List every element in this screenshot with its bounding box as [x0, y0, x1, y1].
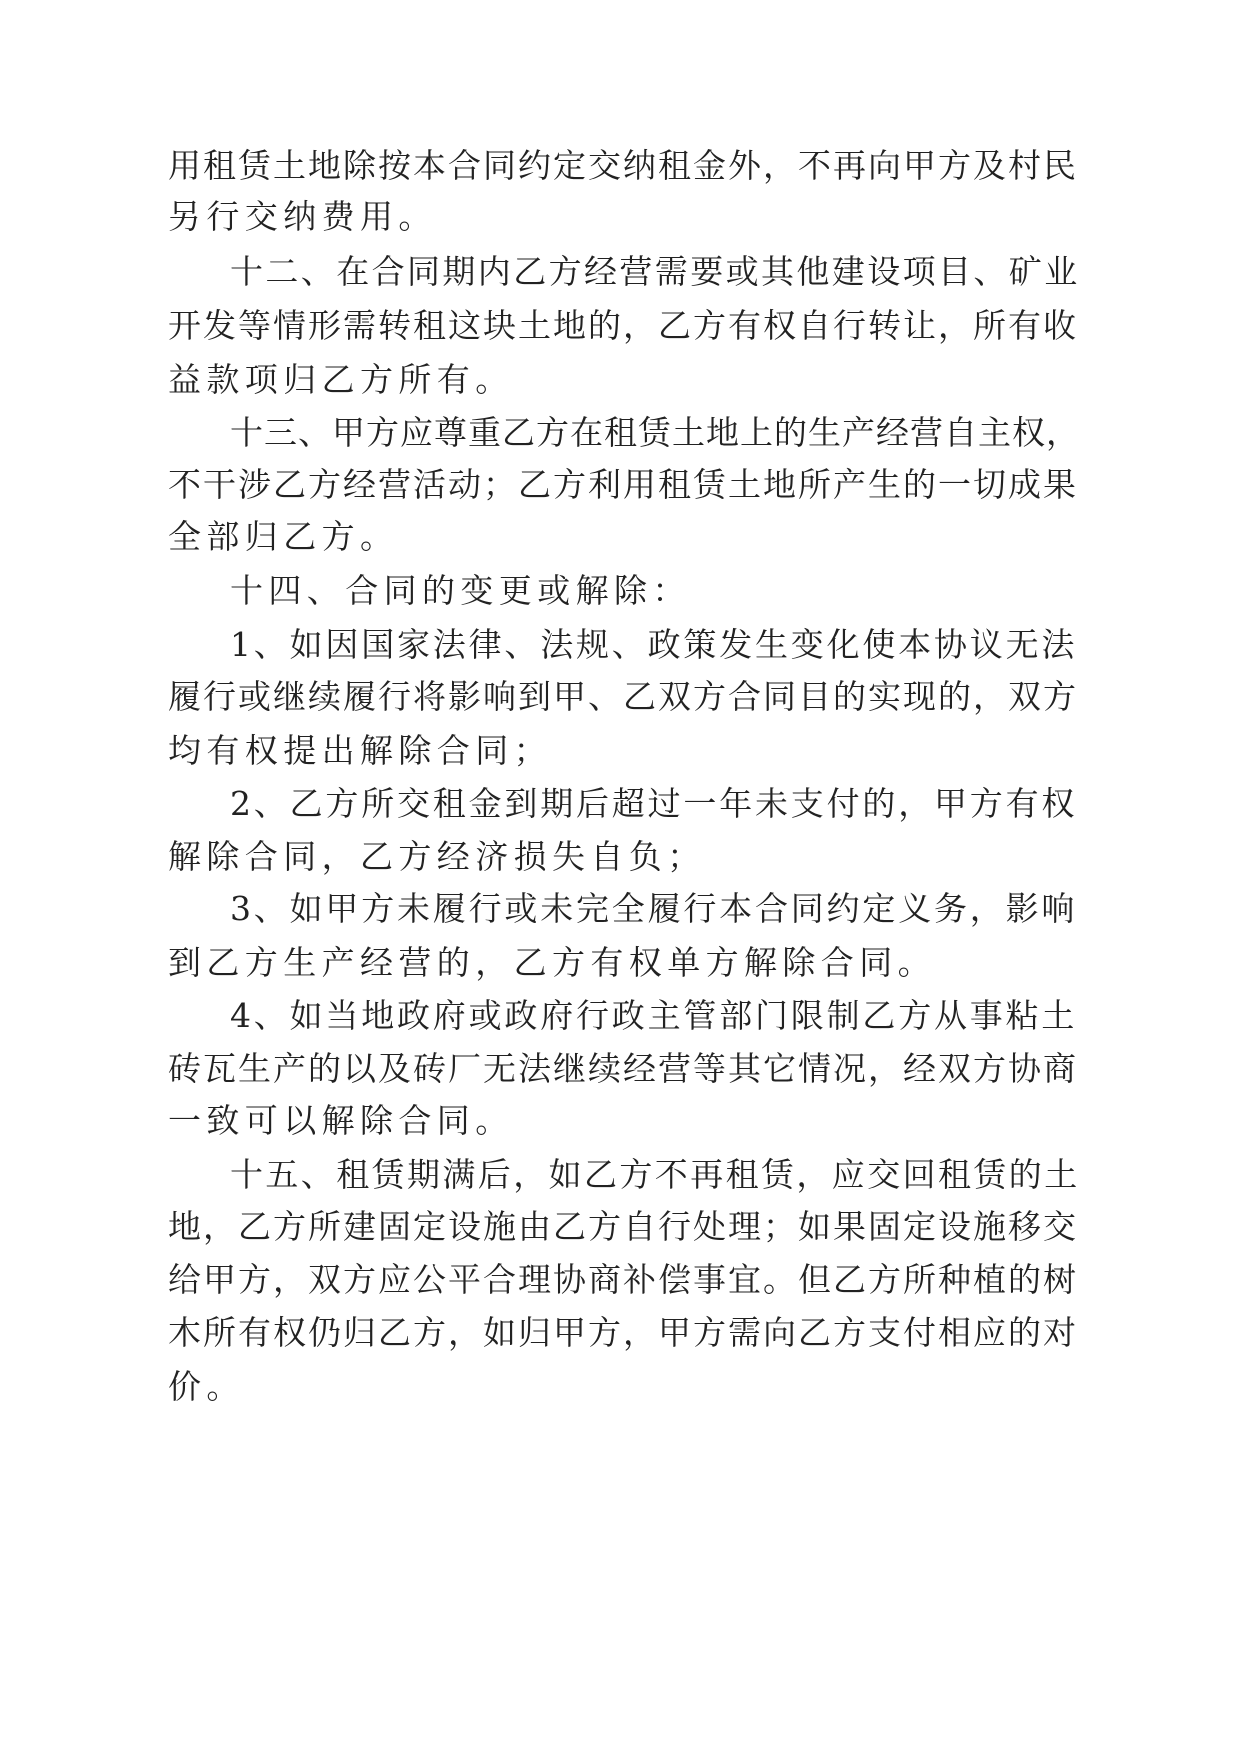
text-line: 另行交纳费用。 [168, 197, 437, 236]
text-line: 十二、在合同期内乙方经营需要或其他建设项目、矿业 [230, 252, 1080, 291]
text-line: 十三、甲方应尊重乙方在租赁土地上的生产经营自主权， [230, 413, 1080, 452]
text-line: 履行或继续履行将影响到甲、乙双方合同目的实现的，双方 [168, 677, 1078, 716]
text-line: 均有权提出解除合同； [168, 731, 552, 770]
text-line: 砖瓦生产的以及砖厂无法继续经营等其它情况，经双方协商 [168, 1049, 1078, 1088]
text-line: 一致可以解除合同。 [168, 1101, 514, 1140]
text-line: 十五、租赁期满后，如乙方不再租赁，应交回租赁的土 [230, 1155, 1080, 1194]
text-line: 用租赁土地除按本合同约定交纳租金外，不再向甲方及村民 [168, 146, 1078, 185]
text-line: 3、如甲方未履行或未完全履行本合同约定义务，影响 [230, 889, 1078, 928]
text-line: 4、如当地政府或政府行政主管部门限制乙方从事粘土 [230, 996, 1078, 1035]
text-line: 十四、合同的变更或解除： [230, 571, 691, 610]
text-line: 不干涉乙方经营活动；乙方利用租赁土地所产生的一切成果 [168, 465, 1078, 504]
text-line: 地，乙方所建固定设施由乙方自行处理；如果固定设施移交 [168, 1207, 1078, 1246]
text-line: 益款项归乙方所有。 [168, 360, 514, 399]
text-line: 开发等情形需转租这块土地的，乙方有权自行转让，所有收 [168, 306, 1078, 345]
text-line: 价。 [168, 1367, 245, 1406]
text-line: 1、如因国家法律、法规、政策发生变化使本协议无法 [230, 625, 1078, 664]
text-line: 给甲方，双方应公平合理协商补偿事宜。但乙方所种植的树 [168, 1260, 1078, 1299]
text-line: 2、乙方所交租金到期后超过一年未支付的，甲方有权 [230, 784, 1078, 823]
text-line: 全部归乙方。 [168, 517, 399, 556]
text-line: 解除合同，乙方经济损失自负； [168, 837, 706, 876]
text-line: 木所有权仍归乙方，如归甲方，甲方需向乙方支付相应的对 [168, 1313, 1078, 1352]
text-line: 到乙方生产经营的，乙方有权单方解除合同。 [168, 943, 936, 982]
